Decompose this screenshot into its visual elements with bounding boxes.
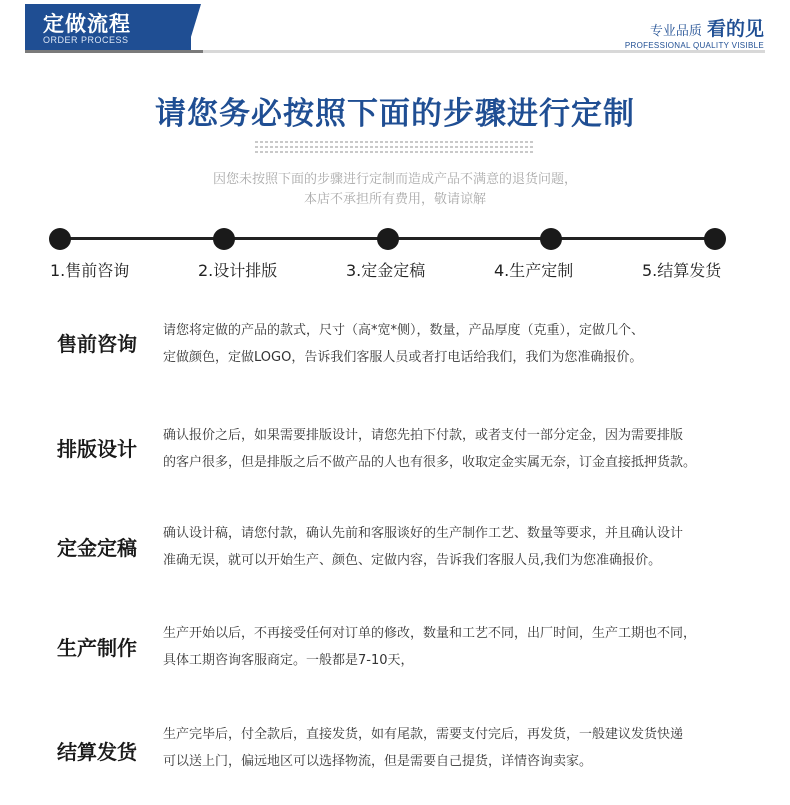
badge-subtitle: ORDER PROCESS: [43, 35, 129, 45]
quality-slogan-en: PROFESSIONAL QUALITY VISIBLE: [624, 41, 764, 50]
step-label-2: 2.设计排版: [198, 261, 278, 280]
section-text-line: 确认报价之后，如果需要排版设计，请您先拍下付款，或者支付一部分定金，因为需要排版: [163, 428, 684, 443]
decorative-faint-lines: [255, 138, 535, 160]
section-text-line: 准确无误，就可以开始生产、颜色、定做内容，告诉我们客服人员,我们为您准确报价。: [163, 553, 662, 568]
step-label-3: 3.定金定稿: [346, 261, 426, 280]
section-text-line: 具体工期咨询客服商定。一般都是7-10天，: [163, 653, 414, 668]
timeline-dot-2: [213, 228, 235, 250]
section-title-settlement: 结算发货: [57, 740, 137, 764]
timeline-dot-1: [49, 228, 71, 250]
quality-slogan-small: 专业品质: [649, 24, 702, 39]
notice-line-2: 本店不承担所有费用，敬请谅解: [303, 192, 486, 207]
step-label-1: 1.售前咨询: [50, 261, 130, 280]
section-text-line: 可以送上门，偏远地区可以选择物流，但是需要自己提货，详情咨询卖家。: [163, 754, 593, 769]
badge-title: 定做流程: [43, 12, 131, 36]
notice-line-1: 因您未按照下面的步骤进行定制而造成产品不满意的退货问题，: [212, 172, 577, 187]
section-text-line: 生产完毕后，付全款后，直接发货，如有尾款，需要支付完后，再发货，一般建议发货快递: [163, 727, 684, 742]
section-body-deposit: [163, 520, 763, 574]
badge-tail: [187, 4, 201, 50]
section-text-line: 请您将定做的产品的款式，尺寸（高*宽*侧），数量，产品厚度（克重），定做几个、: [163, 323, 645, 338]
quality-slogan-big: 看的见: [706, 18, 764, 40]
timeline-dot-4: [540, 228, 562, 250]
quality-slogan: [625, 14, 764, 50]
section-body-production: [163, 620, 763, 674]
section-title-layout: 排版设计: [57, 437, 137, 461]
section-body-layout: [163, 422, 763, 476]
section-title-production: 生产制作: [57, 636, 137, 660]
header-divider-accent: [25, 50, 203, 53]
timeline-dot-5: [704, 228, 726, 250]
main-title: 请您务必按照下面的步骤进行定制: [155, 96, 635, 132]
section-title-deposit: 定金定稿: [57, 536, 137, 560]
order-process-badge: [25, 4, 191, 50]
step-label-4: 4.生产定制: [494, 261, 574, 280]
section-text-line: 生产开始以后，不再接受任何对订单的修改，数量和工艺不同，出厂时间，生产工期也不同，: [163, 626, 697, 641]
notice: [0, 170, 790, 210]
section-text-line: 定做颜色，定做LOGO，告诉我们客服人员或者打电话给我们，我们为您准确报价。: [163, 350, 643, 365]
step-label-5: 5.结算发货: [642, 261, 722, 280]
section-body-presale: [163, 317, 763, 371]
header: [0, 0, 790, 60]
timeline-dot-3: [377, 228, 399, 250]
section-body-settlement: [163, 721, 763, 775]
section-text-line: 确认设计稿，请您付款，确认先前和客服谈好的生产制作工艺、数量等要求，并且确认设计: [163, 526, 684, 541]
section-text-line: 的客户很多，但是排版之后不做产品的人也有很多，收取定金实属无奈，订金直接抵押货款。: [163, 455, 697, 470]
section-title-presale: 售前咨询: [57, 332, 137, 356]
